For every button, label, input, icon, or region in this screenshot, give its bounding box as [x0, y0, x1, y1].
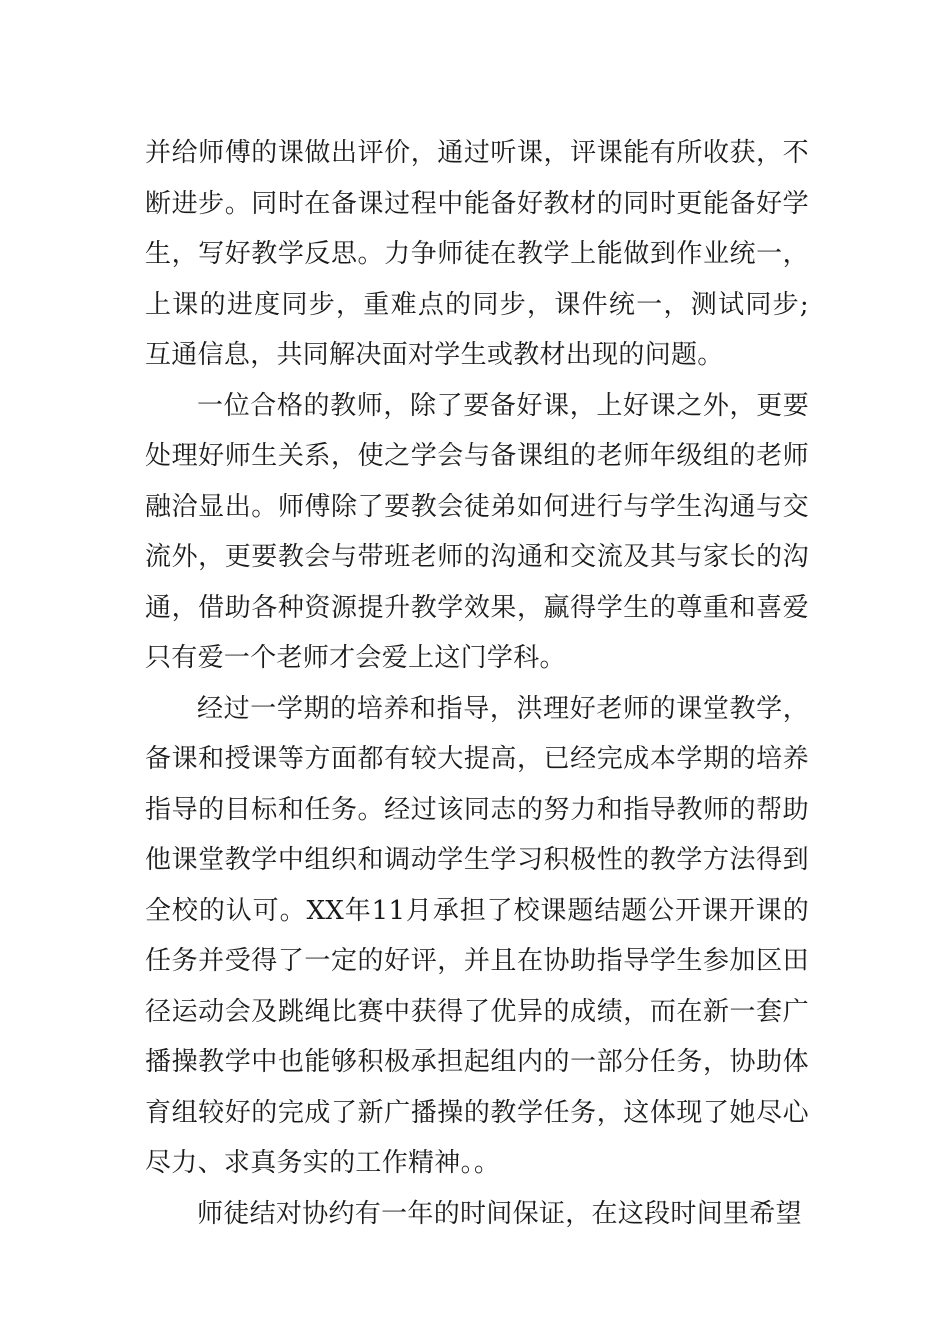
document-body — [145, 128, 809, 1239]
paragraph-2: 一位合格的教师，除了要备好课，上好课之外，更要处理好师生关系，使之学会与备课组的老师年级组的老师融洽显出。师傅除了要教会徒弟如何进行与学生沟通与交流外，更要教会与带班老师的沟通和交流及其与家长的沟通，借助各种资源提升教学效果，赢得学生的尊重和喜爱只有爱一个老师才会爱上这门学科。 — [145, 390, 809, 673]
paragraph-1: 并给师傅的课做出评价，通过听课，评课能有所收获，不断进步。同时在备课过程中能备好教材的同时更能备好学生，写好教学反思。力争师徒在教学上能做到作业统一，上课的进度同步，重难点的同步，课件统一，测试同步;互通信息，共同解决面对学生或教材出现的问题。 — [145, 138, 809, 370]
paragraph-3: 经过一学期的培养和指导，洪理好老师的课堂教学，备课和授课等方面都有较大提高，已经完成本学期的培养指导的目标和任务。经过该同志的努力和指导教师的帮助他课堂教学中组织和调动学生学习积极性的教学方法得到全校的认可。XX年11月承担了校课题结题公开课开课的任务并受得了一定的好评，并且在协助指导学生参加区田径运动会及跳绳比赛中获得了优异的成绩，而在新一套广播操教学中也能够积极承担起组内的一部分任务，协助体育组较好的完成了新广播操的教学任务，这体现了她尽心尽力、求真务实的工作精神。。 — [145, 693, 809, 1178]
paragraph-4: 师徒结对协约有一年的时间保证，在这段时间里希望 — [197, 1198, 802, 1229]
